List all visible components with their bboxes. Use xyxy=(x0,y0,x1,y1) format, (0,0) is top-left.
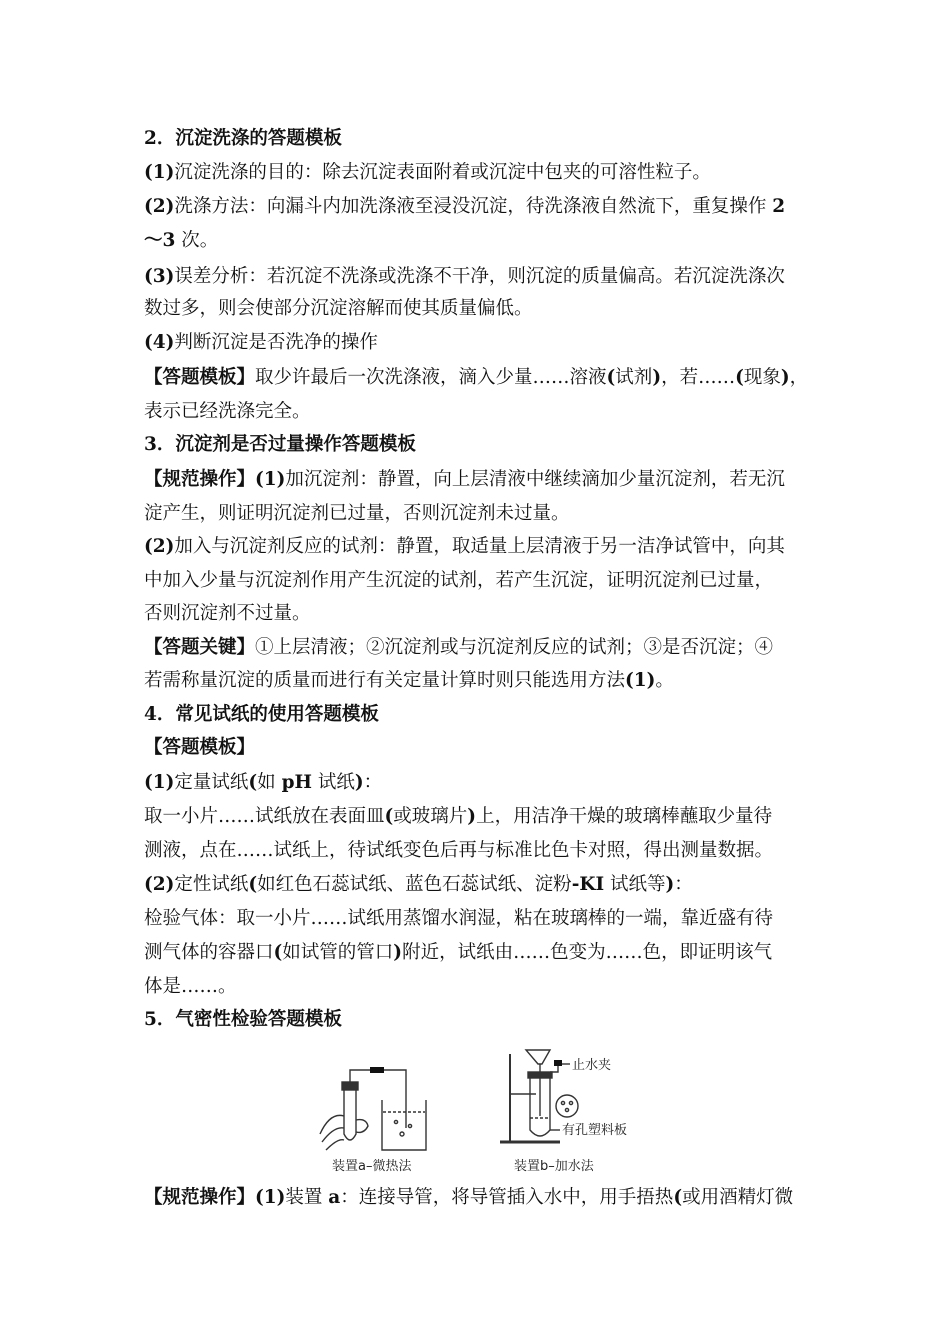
text-line xyxy=(144,669,674,693)
text-run: ：连接导管，将导管插入水中，用手捂热 xyxy=(340,1187,674,1208)
text-line xyxy=(144,331,378,355)
bold-text: 【答题模板】 xyxy=(144,367,256,388)
text-run: 加沉淀剂：静置，向上层清液中继续滴加少量沉淀剂，若无沉 xyxy=(285,469,785,490)
bold-text: 5．气密性检验答题模板 xyxy=(144,1009,342,1030)
text-line xyxy=(144,433,416,457)
bold-text: a xyxy=(328,1187,341,1208)
text-run: 若需称量沉淀的质量而进行有关定量计算时则只能选用方法 xyxy=(144,670,626,691)
caption-apparatus-b: 装置b–加水法 xyxy=(514,1159,594,1174)
bold-text: (2) xyxy=(144,196,175,217)
bold-text: (3) xyxy=(144,266,175,287)
text-run: 定性试纸 xyxy=(174,874,249,895)
bold-text: ( xyxy=(735,367,744,388)
text-run: 淀产生，则证明沉淀剂已过量，否则沉淀剂未过量。 xyxy=(144,503,570,524)
text-run: 次。 xyxy=(175,230,219,251)
text-line xyxy=(144,229,218,253)
bold-text: 【答题模板】 xyxy=(144,737,256,758)
bold-text: ) xyxy=(467,806,477,827)
bold-text: (1) xyxy=(144,772,175,793)
bold-text: -KI xyxy=(571,874,605,895)
text-line xyxy=(144,502,570,526)
text-line xyxy=(144,468,785,492)
bold-text: ～3 xyxy=(144,230,176,251)
text-line xyxy=(144,975,237,999)
text-run: 试纸 xyxy=(311,772,355,793)
bold-text: ( xyxy=(248,874,258,895)
text-run: 装置 xyxy=(285,1187,329,1208)
text-line xyxy=(144,127,342,151)
text-run: 加入与沉淀剂反应的试剂：静置，取适量上层清液于另一洁净试管中，向其 xyxy=(174,536,785,557)
apparatus-a-diagram xyxy=(320,1067,426,1150)
text-line xyxy=(144,535,785,559)
text-run: 测气体的容器口 xyxy=(144,942,274,963)
bold-text: (4) xyxy=(144,332,175,353)
caption-apparatus-a: 装置a–微热法 xyxy=(332,1159,412,1174)
bold-text: ) xyxy=(652,367,662,388)
text-line xyxy=(144,839,773,863)
text-line xyxy=(144,703,379,727)
text-run: 如 xyxy=(257,772,282,793)
bold-text: (1) xyxy=(625,670,656,691)
bold-text: (1) xyxy=(144,162,175,183)
text-run: 现象 xyxy=(743,367,781,388)
bold-text: ) xyxy=(354,772,364,793)
text-run: 检验气体：取一小片……试纸用蒸馏水润湿，粘在玻璃棒的一端，靠近盛有待 xyxy=(144,908,774,929)
text-line xyxy=(144,366,808,390)
bold-text: 【答题关键】 xyxy=(144,637,256,658)
text-run: ①上层清液；②沉淀剂或与沉淀剂反应的试剂；③是否沉淀；④ xyxy=(255,637,774,658)
text-run: 沉淀洗涤的目的：除去沉淀表面附着或沉淀中包夹的可溶性粒子。 xyxy=(174,162,711,183)
label-perforated-plate: 有孔塑料板 xyxy=(562,1123,628,1138)
text-line xyxy=(144,805,772,829)
bold-text: 【规范操作】 xyxy=(144,1187,256,1208)
text-run: 或用酒精灯微 xyxy=(682,1187,794,1208)
apparatus-figure xyxy=(300,1042,640,1182)
text-line xyxy=(144,195,785,219)
text-run: 。 xyxy=(655,670,674,691)
bold-text: 2 xyxy=(772,196,786,217)
bold-text: ( xyxy=(384,806,394,827)
text-run: 上，用洁净干燥的玻璃棒蘸取少量待 xyxy=(476,806,773,827)
text-line xyxy=(144,602,311,626)
bold-text: (2) xyxy=(144,536,175,557)
text-run: 或玻璃片 xyxy=(393,806,468,827)
text-line xyxy=(144,297,533,321)
text-line xyxy=(144,873,693,897)
text-line xyxy=(144,569,773,593)
text-line xyxy=(144,400,311,424)
text-line xyxy=(144,1186,793,1210)
text-run: 判断沉淀是否洗净的操作 xyxy=(174,332,378,353)
bold-text: ( xyxy=(606,367,616,388)
text-run: ： xyxy=(363,772,383,793)
label-water-clamp: 止水夹 xyxy=(572,1058,612,1073)
text-run: ， xyxy=(789,367,809,388)
bold-text: ) xyxy=(665,874,675,895)
text-run: 体是……。 xyxy=(144,976,237,997)
text-line xyxy=(144,265,785,289)
text-line xyxy=(144,1008,342,1032)
text-run: 如试管的管口 xyxy=(282,942,394,963)
text-line xyxy=(144,736,255,760)
bold-text: (1) xyxy=(255,1187,286,1208)
bold-text: (1) xyxy=(255,469,286,490)
text-run: 洗涤方法：向漏斗内加洗涤液至浸没沉淀，待洗涤液自然流下，重复操作 xyxy=(174,196,773,217)
text-run: ： xyxy=(674,874,693,895)
text-run: ，若…… xyxy=(661,367,736,388)
text-run: 表示已经洗涤完全。 xyxy=(144,401,311,422)
bold-text: 3．沉淀剂是否过量操作答题模板 xyxy=(144,434,416,455)
text-run: 取一小片……试纸放在表面皿 xyxy=(144,806,385,827)
text-run: 定量试纸 xyxy=(174,772,249,793)
bold-text: ( xyxy=(248,772,258,793)
text-run: 附近，试纸由……色变为……色，即证明该气 xyxy=(402,942,773,963)
bold-text: 【规范操作】 xyxy=(144,469,256,490)
bold-text: ( xyxy=(273,942,283,963)
text-line xyxy=(144,161,711,185)
bold-text: ( xyxy=(673,1187,683,1208)
bold-text: ) xyxy=(780,367,790,388)
text-run: 误差分析：若沉淀不洗涤或洗涤不干净，则沉淀的质量偏高。若沉淀洗涤次 xyxy=(174,266,785,287)
text-run: 试剂 xyxy=(615,367,653,388)
text-run: 中加入少量与沉淀剂作用产生沉淀的试剂，若产生沉淀，证明沉淀剂已过量， xyxy=(144,570,774,591)
text-run: 数过多，则会使部分沉淀溶解而使其质量偏低。 xyxy=(144,298,533,319)
text-line xyxy=(144,636,773,660)
bold-text: (2) xyxy=(144,874,175,895)
text-run: 取少许最后一次洗涤液，滴入少量……溶液 xyxy=(255,367,607,388)
text-line xyxy=(144,771,382,795)
text-run: 如红色石蕊试纸、蓝色石蕊试纸、淀粉 xyxy=(257,874,572,895)
text-run: 测液，点在……试纸上，待试纸变色后再与标准比色卡对照，得出测量数据。 xyxy=(144,840,774,861)
text-run: 否则沉淀剂不过量。 xyxy=(144,603,311,624)
bold-text: pH xyxy=(281,772,312,793)
bold-text: 4．常见试纸的使用答题模板 xyxy=(144,704,379,725)
bold-text: ) xyxy=(393,942,403,963)
text-line xyxy=(144,907,773,931)
bold-text: 2．沉淀洗涤的答题模板 xyxy=(144,128,342,149)
text-line xyxy=(144,941,772,965)
text-run: 试纸等 xyxy=(604,874,666,895)
